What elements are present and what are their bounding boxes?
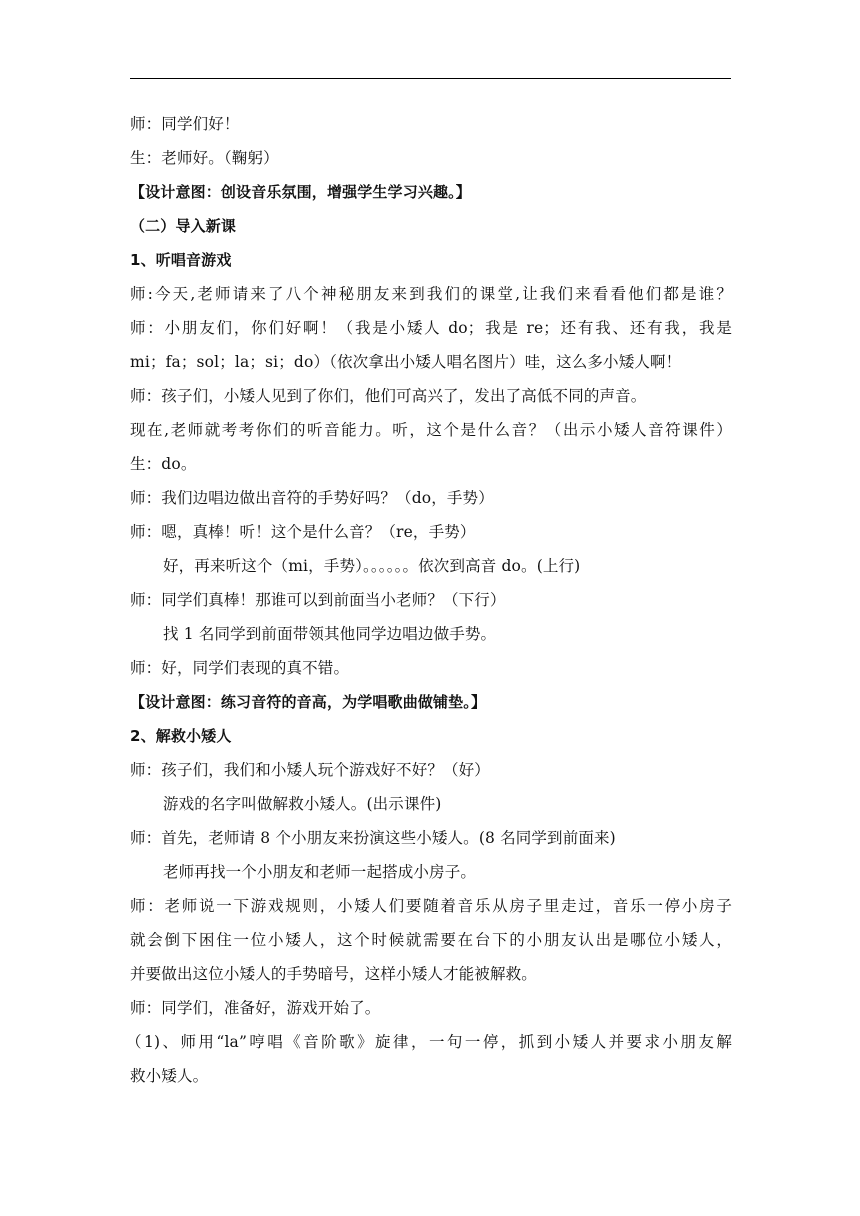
design-intent-heading: 【设计意图：练习音符的音高，为学唱歌曲做铺垫。】 bbox=[130, 693, 487, 711]
text-line: 师：孩子们，小矮人见到了你们，他们可高兴了，发出了高低不同的声音。 bbox=[130, 387, 647, 405]
text-line: 老师再找一个小朋友和老师一起搭成小房子。 bbox=[163, 863, 477, 881]
document-body bbox=[126, 107, 732, 1093]
text-line: 师：首先，老师请 8 个小朋友来扮演这些小矮人。(8 名同学到前面来) bbox=[130, 829, 616, 847]
text-line: 生：老师好。（鞠躬） bbox=[130, 149, 279, 167]
text-line: 好，再来听这个（mi，手势）。。。。。。依次到高音 do。(上行) bbox=[163, 557, 581, 575]
text-line: 师：同学们好！ bbox=[130, 115, 240, 133]
text-line: 师：同学们真棒！那谁可以到前面当小老师？（下行） bbox=[130, 591, 506, 609]
text-line: 游戏的名字叫做解救小矮人。(出示课件) bbox=[163, 795, 442, 813]
text-line: 师：好，同学们表现的真不错。 bbox=[130, 659, 350, 677]
text-line: 师：小朋友们，你们好啊！（我是小矮人 do；我是 re；还有我、还有我，我是 bbox=[130, 319, 732, 337]
text-line: 师：同学们，准备好，游戏开始了。 bbox=[130, 999, 381, 1017]
design-intent-heading: 【设计意图：创设音乐氛围，增强学生学习兴趣。】 bbox=[130, 183, 471, 201]
subsection-heading: 2、解救小矮人 bbox=[130, 727, 232, 745]
text-line: 师:今天,老师请来了八个神秘朋友来到我们的课堂,让我们来看看他们都是谁？ bbox=[130, 285, 732, 303]
text-line: 生：do。 bbox=[130, 455, 197, 473]
text-line: 就会倒下困住一位小矮人，这个时候就需要在台下的小朋友认出是哪位小矮人， bbox=[130, 931, 732, 949]
text-line: 救小矮人。 bbox=[130, 1067, 209, 1085]
text-line: 师：嗯，真棒！听！这个是什么音？（re，手势） bbox=[130, 523, 476, 541]
text-line: mi；fa；sol；la；si；do）（依次拿出小矮人唱名图片）哇，这么多小矮人啊！ bbox=[130, 353, 682, 371]
text-line: 找 1 名同学到前面带领其他同学边唱边做手势。 bbox=[163, 625, 497, 643]
header-rule bbox=[130, 78, 731, 79]
section-heading: （二）导入新课 bbox=[130, 217, 237, 235]
text-line: 师：我们边唱边做出音符的手势好吗？（do，手势） bbox=[130, 489, 494, 507]
subsection-heading: 1、听唱音游戏 bbox=[130, 251, 232, 269]
text-line: 现在,老师就考考你们的听音能力。听，这个是什么音？（出示小矮人音符课件） bbox=[130, 421, 732, 439]
text-line: 师：老师说一下游戏规则，小矮人们要随着音乐从房子里走过，音乐一停小房子 bbox=[130, 897, 732, 915]
text-line: 师：孩子们，我们和小矮人玩个游戏好不好？（好） bbox=[130, 761, 490, 779]
text-line: （1)、师用“la”哼唱《音阶歌》旋律，一句一停，抓到小矮人并要求小朋友解 bbox=[126, 1033, 732, 1051]
text-line: 并要做出这位小矮人的手势暗号，这样小矮人才能被解救。 bbox=[130, 965, 537, 983]
